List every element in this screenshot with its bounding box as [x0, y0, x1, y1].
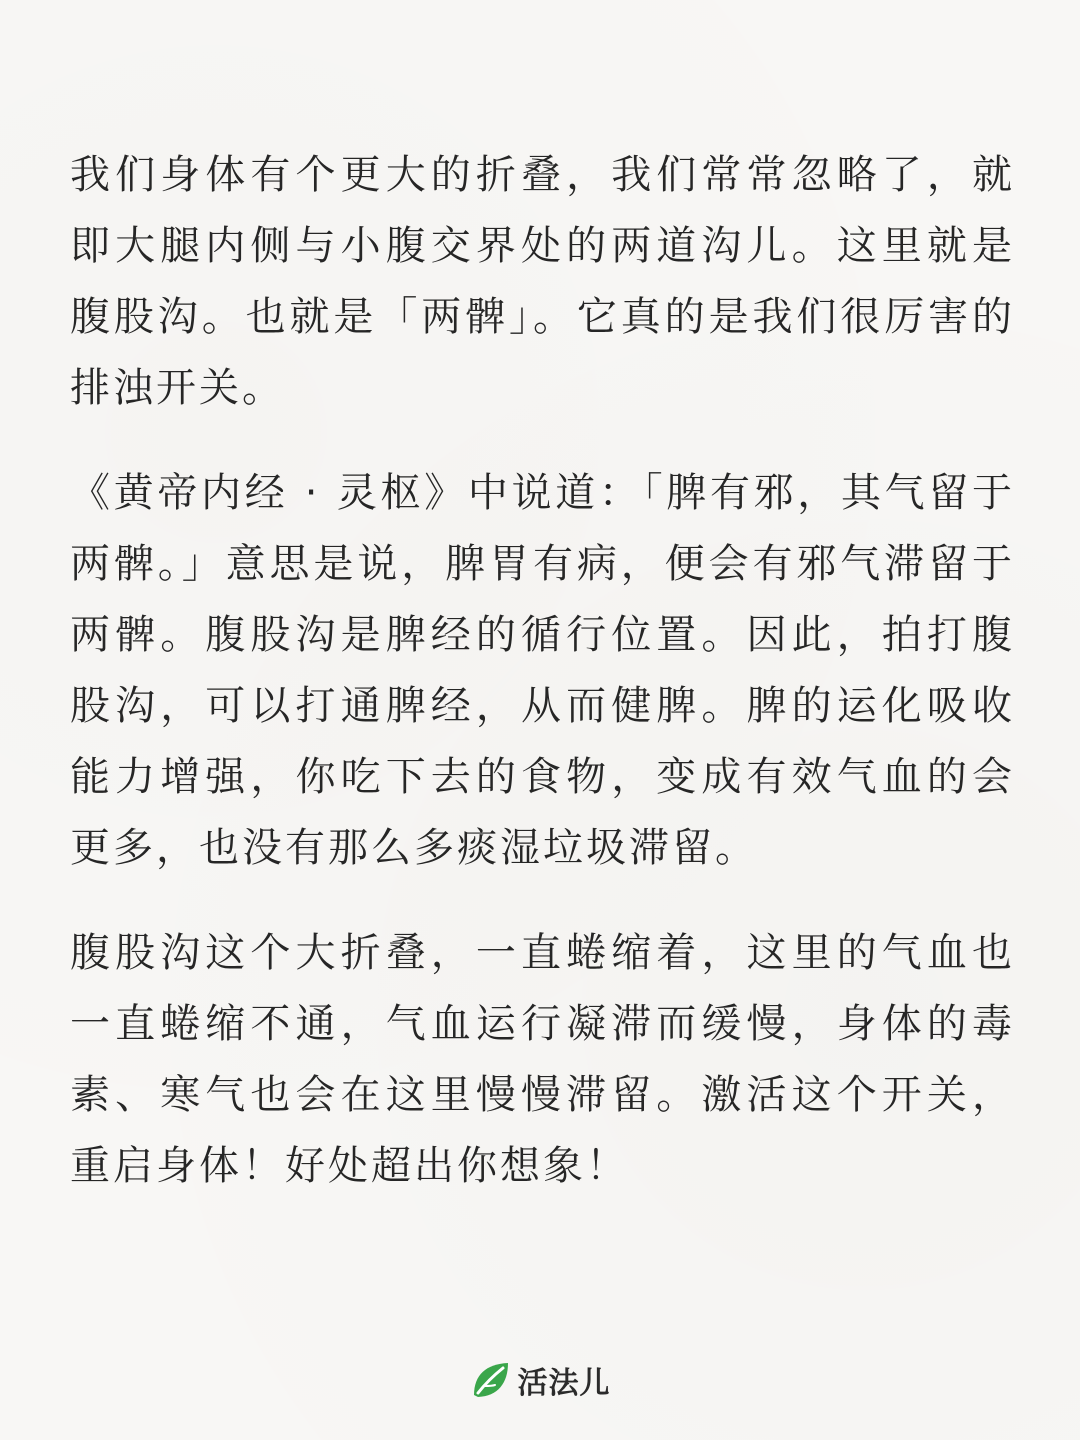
article-body [70, 140, 1015, 1236]
paragraph-1: 我们身体有个更大的折叠，我们常常忽略了，就即大腿内侧与小腹交界处的两道沟儿。这里就是腹股沟。也就是「两髀」。它真的是我们很厉害的排浊开关。 [70, 152, 1015, 411]
paragraph-3: 腹股沟这个大折叠，一直蜷缩着，这里的气血也一直蜷缩不通，气血运行凝滞而缓慢，身体的毒素、寒气也会在这里慢慢滞留。激活这个开关，重启身体！好处超出你想象！ [70, 930, 1015, 1189]
brand-name: 活法儿 [517, 1366, 611, 1401]
leaf-icon [470, 1359, 512, 1401]
paragraph-2: 《黄帝内经 · 灵枢》中说道：「脾有邪，其气留于两髀。」意思是说，脾胃有病，便会有邪气滞留于两髀。腹股沟是脾经的循行位置。因此，拍打腹股沟，可以打通脾经，从而健脾。脾的运化吸收能力增强，你吃下去的食物，变成有效气血的会更多，也没有那么多痰湿垃圾滞留。 [70, 470, 1015, 871]
footer [0, 1358, 1080, 1402]
brand-logo [470, 1358, 611, 1402]
